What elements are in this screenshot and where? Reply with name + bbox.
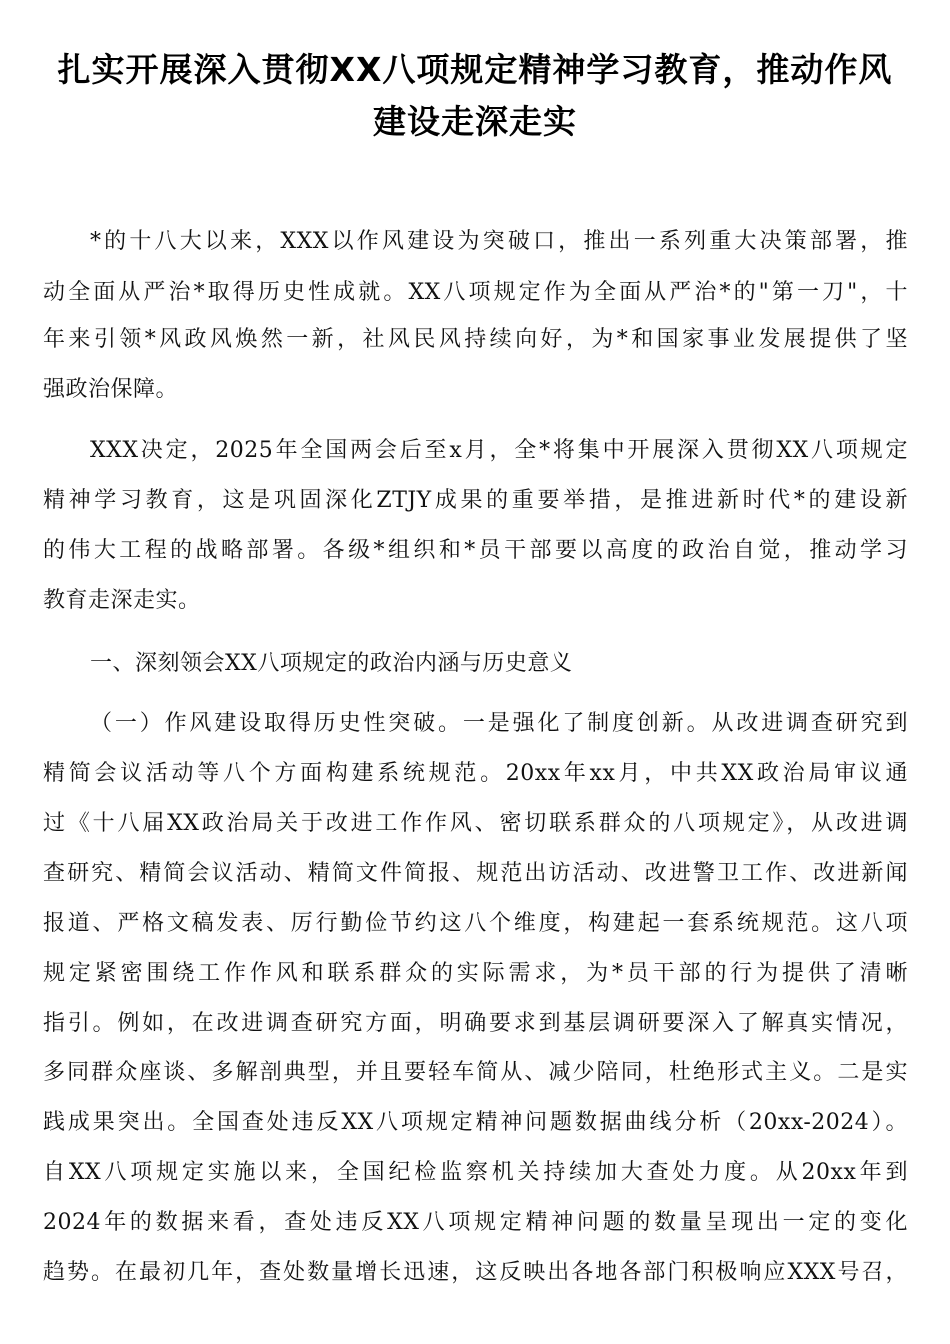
section-heading: 一、深刻领会XX八项规定的政治内涵与历史意义	[90, 651, 573, 676]
paragraph-line: 规定紧密围绕工作作风和联系群众的实际需求，为*员干部的行为提供了清晰	[43, 961, 908, 986]
paragraph-line: 强政治保障。	[43, 377, 179, 402]
paragraph-line: *的十八大以来，XXX以作风建设为突破口，推出一系列重大决策部署，推	[90, 229, 908, 254]
paragraph-line: 精神学习教育，这是巩固深化ZTJY成果的重要举措，是推进新时代*的建设新	[43, 488, 908, 513]
document-title-line-1: 扎实开展深入贯彻XX八项规定精神学习教育，推动作风	[57, 50, 893, 89]
paragraph-line: 报道、严格文稿发表、厉行勤俭节约这八个维度，构建起一套系统规范。这八项	[43, 911, 908, 936]
paragraph-line: 动全面从严治*取得历史性成就。XX八项规定作为全面从严治*的"第一刀"，十	[43, 280, 908, 305]
paragraph-line: 指引。例如，在改进调查研究方面，明确要求到基层调研要深入了解真实情况，	[43, 1011, 908, 1036]
document-title-line-2: 建设走深走实	[373, 102, 577, 141]
paragraph-line: 年来引领*风政风焕然一新，社风民风持续向好，为*和国家事业发展提供了坚	[43, 327, 908, 352]
paragraph-line: 自XX八项规定实施以来，全国纪检监察机关持续加大查处力度。从20xx年到	[43, 1160, 908, 1185]
paragraph-line: 精简会议活动等八个方面构建系统规范。20xx年xx月，中共XX政治局审议通	[43, 761, 908, 786]
paragraph-line: 查研究、精简会议活动、精简文件简报、规范出访活动、改进警卫工作、改进新闻	[43, 861, 908, 886]
paragraph-line: 2024年的数据来看，查处违反XX八项规定精神问题的数量呈现出一定的变化	[43, 1210, 908, 1235]
paragraph-line: （一）作风建设取得历史性突破。一是强化了制度创新。从改进调查研究到	[90, 711, 908, 736]
paragraph-line: 多同群众座谈、多解剖典型，并且要轻车简从、减少陪同，杜绝形式主义。二是实	[43, 1060, 908, 1085]
paragraph-line: 的伟大工程的战略部署。各级*组织和*员干部要以高度的政治自觉，推动学习	[43, 538, 908, 563]
paragraph-line: 践成果突出。全国查处违反XX八项规定精神问题数据曲线分析（20xx-2024）。	[43, 1110, 908, 1135]
paragraph-line: XXX决定，2025年全国两会后至x月，全*将集中开展深入贯彻XX八项规定	[90, 438, 908, 463]
paragraph-line: 过《十八届XX政治局关于改进工作作风、密切联系群众的八项规定》，从改进调	[43, 811, 908, 836]
paragraph-line: 趋势。在最初几年，查处数量增长迅速，这反映出各地各部门积极响应XXX号召，	[43, 1260, 908, 1285]
paragraph-line: 教育走深走实。	[43, 588, 201, 613]
